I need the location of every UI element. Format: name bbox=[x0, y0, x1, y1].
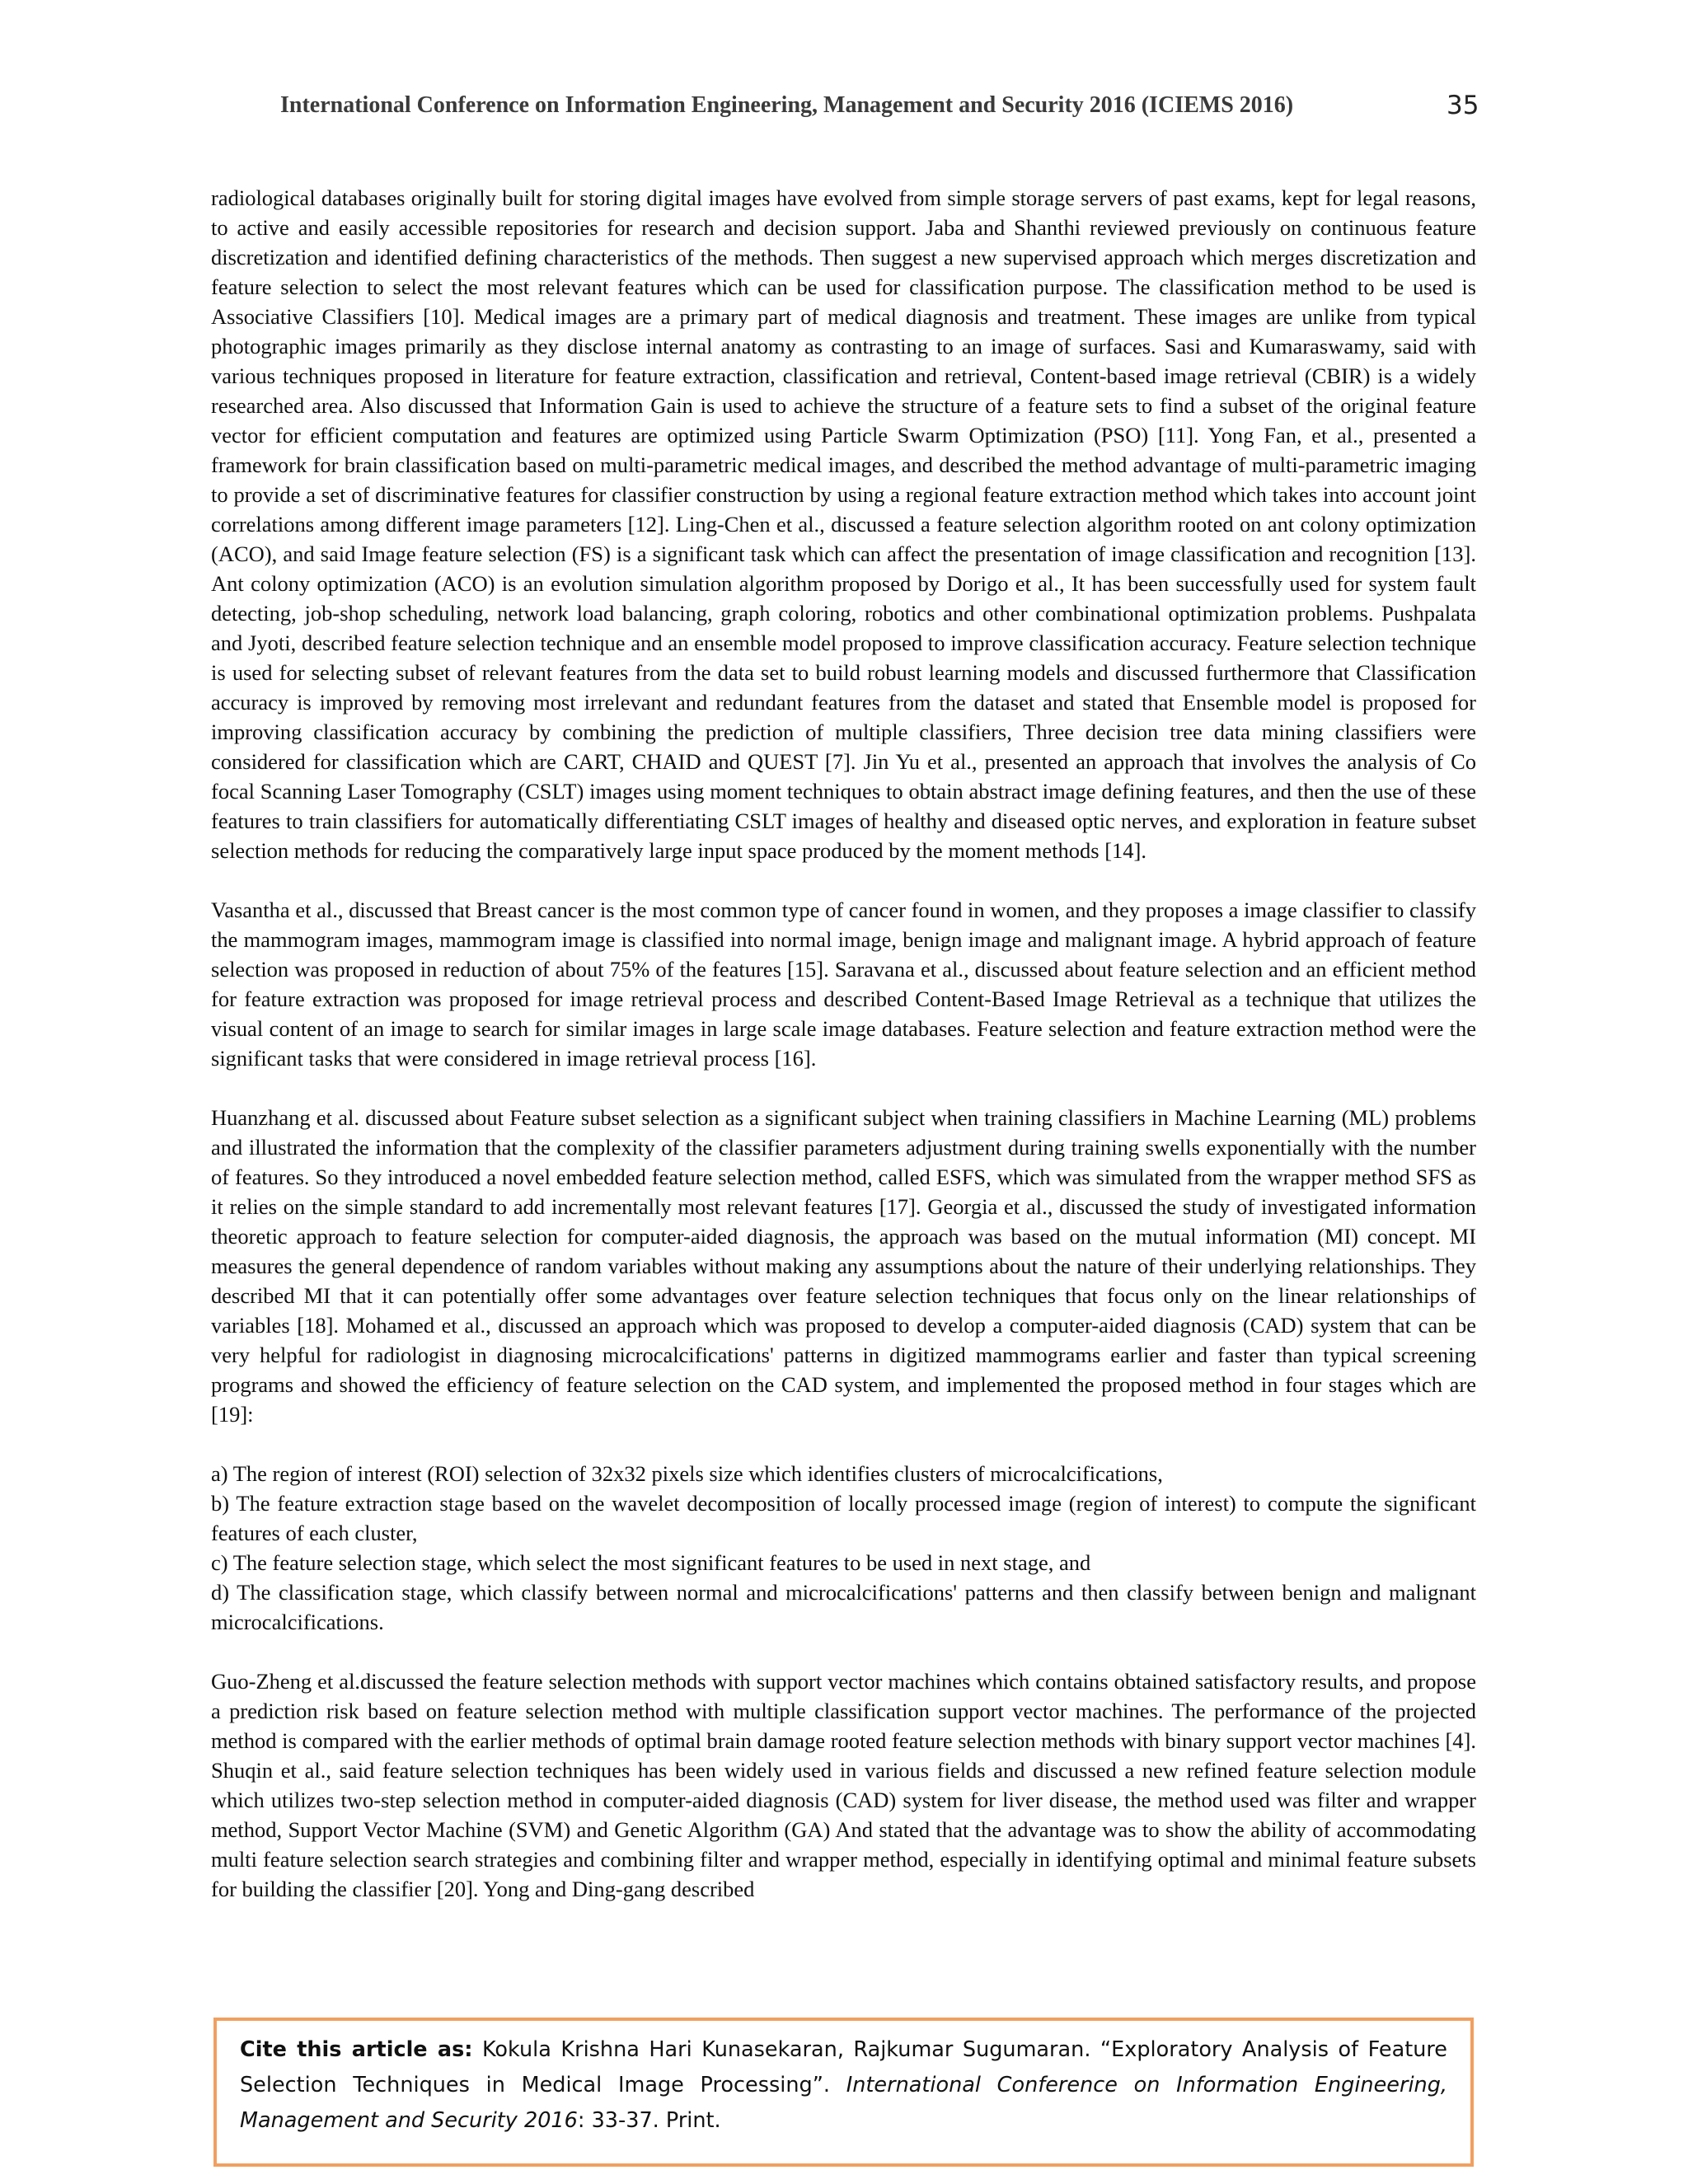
body-paragraph: Vasantha et al., discussed that Breast cancer is the most common type of cancer found in women, and they proposes a image classifier to classify the mammogram images, mammogram image is classified into normal image, benign image and malignant image. A hybrid approach of feature selection was proposed in reduction of about 75% of the features [15]. Saravana et al., discussed about feature selection and an efficient method for feature extraction was proposed for image retrieval process and described Content-Based Image Retrieval as a technique that utilizes the visual content of an image to search for similar images in large scale image databases. Feature selection and feature extraction method were the significant tasks that were considered in image retrieval process [16]. bbox=[211, 898, 1476, 1071]
body-paragraph: Guo-Zheng et al.discussed the feature selection methods with support vector machines which contains obtained satisfactory results, and propose a prediction risk based on feature selection method with multiple classification support vector machines. The performance of the projected method is compared with the earlier methods of optimal brain damage rooted feature selection methods with binary support vector machines [4]. Shuqin et al., said feature selection techniques has been widely used in various fields and discussed a new refined feature selection module which utilizes two-step selection method in computer-aided diagnosis (CAD) system for liver disease, the method used was filter and wrapper method, Support Vector Machine (SVM) and Genetic Algorithm (GA) And stated that the advantage was to show the ability of accommodating multi feature selection search strategies and combining filter and wrapper method, especially in identifying optimal and minimal feature subsets for building the classifier [20]. Yong and Ding-gang described bbox=[211, 1669, 1476, 1901]
list-item: a) The region of interest (ROI) selection of 32x32 pixels size which identifies clusters of microcalcifications, bbox=[211, 1461, 1163, 1486]
citation-pages: : 33-37. Print. bbox=[577, 2108, 721, 2133]
body-paragraph: radiological databases originally built for storing digital images have evolved from simple storage servers of past exams, kept for legal reasons, to active and easily accessible repositories for research and decision support. Jaba and Shanthi reviewed previously on continuous feature discretization and identified defining characteristics of the methods. Then suggest a new supervised approach which merges discretization and feature selection to select the most relevant features which can be used for classification purpose. The classification method to be used is Associative Classifiers [10]. Medical images are a primary part of medical diagnosis and treatment. These images are unlike from typical photographic images primarily as they disclose internal anatomy as contrasting to an image of surfaces. Sasi and Kumaraswamy, said with various techniques proposed in literature for feature extraction, classification and retrieval, Content-based image retrieval (CBIR) is a widely researched area. Also discussed that Information Gain is used to achieve the structure of a feature sets to find a subset of the original feature vector for efficient computation and features are optimized using Particle Swarm Optimization (PSO) [11]. Yong Fan, et al., presented a framework for brain classification based on multi-parametric medical images, and described the method advantage of multi-parametric imaging to provide a set of discriminative features for classifier construction by using a regional feature extraction method which takes into account joint correlations among different image parameters [12]. Ling-Chen et al., discussed a feature selection algorithm rooted on ant colony optimization (ACO), and said Image feature selection (FS) is a significant task which can affect the presentation of image classification and recognition [13]. Ant colony optimization (ACO) is an evolution simulation algorithm proposed by Dorigo et al., It has been successfully used for system fault detecting, job-shop scheduling, network load balancing, graph coloring, robotics and other combinational optimization problems. Pushpalata and Jyoti, described feature selection technique and an ensemble model proposed to improve classification accuracy. Feature selection technique is used for selecting subset of relevant features from the data set to build robust learning models and discussed furthermore that Classification accuracy is improved by removing most irrelevant and redundant features from the dataset and stated that Ensemble model is proposed for improving classification accuracy by combining the prediction of multiple classifiers, Three decision tree data mining classifiers were considered for classification which are CART, CHAID and QUEST [7]. Jin Yu et al., presented an approach that involves the analysis of Co focal Scanning Laser Tomography (CSLT) images using moment techniques to obtain abstract image defining features, and then the use of these features to train classifiers for automatically differentiating CSLT images of healthy and diseased optic nerves, and exploration in feature subset selection methods for reducing the comparatively large input space produced by the moment methods [14]. bbox=[211, 185, 1476, 863]
citation-authors-title: Kokula Krishna Hari Kunasekaran, Rajkumar Sugumaran. “Exploratory Analysis of Feature Selection Techniques in Medical Image Processing”. bbox=[240, 2037, 1447, 2097]
citation-label: Cite this article as: bbox=[240, 2037, 473, 2062]
running-header: International Conference on Information Engineering, Management and Security 2016 (ICIEMS 2016) bbox=[280, 92, 1294, 118]
citation-venue: International Conference on Information Engineering, Management and Security 2016 bbox=[240, 2073, 1447, 2133]
list-item: b) The feature extraction stage based on the wavelet decomposition of locally processed image (region of interest) to compute the significant features of each cluster, bbox=[211, 1491, 1476, 1545]
body-paragraph: Huanzhang et al. discussed about Feature subset selection as a significant subject when training classifiers in Machine Learning (ML) problems and illustrated the information that the complexity of the classifier parameters adjustment during training swells exponentially with the number of features. So they introduced a novel embedded feature selection method, called ESFS, which was simulated from the wrapper method SFS as it relies on the simple standard to add incrementally most relevant features [17]. Georgia et al., discussed the study of investigated information theoretic approach to feature selection for computer-aided diagnosis, the approach was based on the mutual information (MI) concept. MI measures the general dependence of random variables without making any assumptions about the nature of their underlying relationships. They described MI that it can potentially offer some advantages over feature selection techniques that focus only on the linear relationships of variables [18]. Mohamed et al., discussed an approach which was proposed to develop a computer-aided diagnosis (CAD) system that can be very helpful for radiologist in diagnosing microcalcifications' patterns in digitized mammograms earlier and faster than typical screening programs and showed the efficiency of feature selection on the CAD system, and implemented the proposed method in four stages which are [19]: bbox=[211, 1105, 1476, 1427]
article-body bbox=[211, 183, 1476, 1933]
list-item: d) The classification stage, which classify between normal and microcalcifications' patterns and then classify between benign and malignant microcalcifications. bbox=[211, 1580, 1476, 1634]
list-item: c) The feature selection stage, which select the most significant features to be used in next stage, and bbox=[211, 1550, 1091, 1575]
citation-box bbox=[213, 2018, 1474, 2167]
page-number: 35 bbox=[1447, 91, 1479, 120]
